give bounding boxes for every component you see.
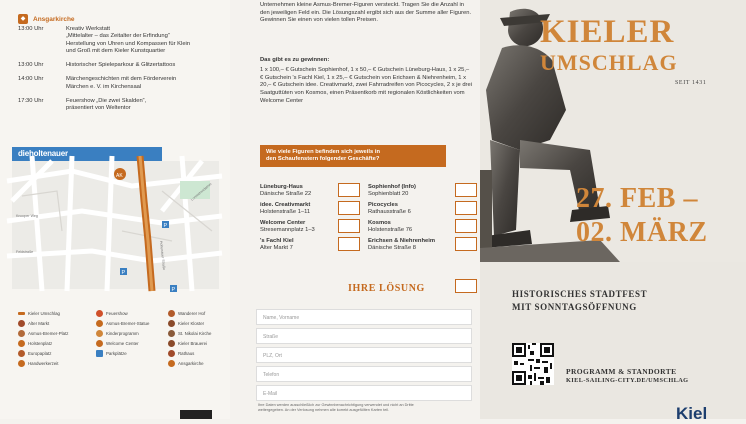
shop-entry: Lüneburg-Haus Dänische Straße 22 (260, 184, 312, 197)
count-input[interactable] (455, 237, 477, 251)
privacy-note: Ihre Daten werden ausschließlich zur Gewinnbenachrichtigung verwendet und nicht an Dritte weitergegeben. An der Verlosung nehmen alle korrekt ausgefüllten Karten teil. (258, 403, 414, 412)
prize-heading: Das gibt es zu gewinnen: (260, 57, 330, 63)
church-icon (168, 360, 175, 367)
legend-item: Alter Markt (18, 320, 96, 327)
shop-entry: Welcome Center Stresemannplatz 1–3 (260, 220, 315, 233)
phone-field[interactable]: Telefon (256, 366, 472, 382)
kids-icon (96, 330, 103, 337)
event-item (18, 98, 223, 113)
shop-entry: Erichsen & Niehrenheim Dänische Straße 8 (368, 238, 436, 251)
legend-item: Rathaus (168, 350, 230, 357)
cloister-icon (168, 320, 175, 327)
count-input[interactable] (455, 219, 477, 233)
venue-header (18, 14, 75, 24)
route-swatch-icon (18, 312, 25, 315)
square-icon (18, 330, 25, 337)
street-label: Feldstraße (16, 250, 34, 254)
event-item (18, 26, 223, 55)
square-icon (18, 340, 25, 347)
fire-icon (96, 310, 103, 317)
street-label: Lorentzendamm (190, 182, 213, 202)
legend-item-empty (96, 360, 168, 367)
event-list (18, 26, 223, 120)
info-icon (96, 340, 103, 347)
ak-marker-label: AK (116, 173, 123, 179)
legend-item: Handwerkerzeit (18, 360, 96, 367)
legend-item: Ansgarkirche (168, 360, 230, 367)
shop-entry: Picocycles Rathausstraße 6 (368, 202, 411, 215)
count-input[interactable] (455, 183, 477, 197)
venue-name: Ansgarkirche (33, 15, 75, 23)
city-map[interactable] (12, 161, 219, 293)
shop-entry: Kosmos Holstenstraße 76 (368, 220, 413, 233)
schedule-panel (0, 0, 230, 419)
event-time: 13:00 Uhr (18, 26, 44, 32)
parking-icon (96, 350, 103, 357)
title-line1: KIELER (540, 14, 675, 50)
event-time: 14:00 Uhr (18, 76, 44, 83)
legend-item: Wanderer Hof (168, 310, 230, 317)
street-label: Holtenauer Straße (159, 240, 167, 271)
count-input[interactable] (338, 201, 360, 215)
count-input[interactable] (338, 219, 360, 233)
event-time: 13:00 Uhr (18, 62, 44, 69)
shop-entry: 's Fachl Kiel Alter Markt 7 (260, 238, 294, 251)
event-text: Kreativ Werkstatt „Mittelalter – das Zeitalter der Erfindung“ Herstellung von Uhren und Kompassen für Klein und Groß mit dem Kieler Kunstquartier (66, 26, 191, 54)
legend-item: Kieler Brauerei (168, 340, 230, 347)
parking-marker-label: P (171, 287, 176, 293)
legend-item: Asmus-Bremer-Statue (96, 320, 168, 327)
event-text: Historischer Spieleparkour & Glitzertattoos (66, 62, 176, 69)
count-input[interactable] (338, 183, 360, 197)
parking-marker-label: P (163, 223, 168, 229)
qr-code-icon[interactable] (512, 343, 554, 385)
legend-item: Kieler Kloster (168, 320, 230, 327)
since-label: SEIT 1431 (675, 80, 707, 86)
venue-marker-icon: ◆ (18, 14, 28, 24)
date-line1: 27. FEB – (576, 183, 698, 214)
brewery-icon (168, 340, 175, 347)
cover-panel (480, 0, 746, 423)
event-text: Feuershow „Die zwei Skalden“, präsentiert von Weltentor (66, 98, 147, 112)
event-time: 17:30 Uhr (18, 98, 44, 105)
count-input[interactable] (338, 237, 360, 251)
parking-marker-label: P (121, 270, 126, 276)
map-logo: dieholtenauer (18, 149, 68, 158)
prize-list: 1 x 100,– € Gutschein Sophienhof, 1 x 50,– € Gutschein Lüneburg-Haus, 1 x 25,– € Gutschein 's Fachl Kiel, 1 x 25,– € Gutschein von Erichsen & Niehrenheim, 1 x 20,– € Gutschein idee. Creativmarkt, zwei Fahrradreifen von Picocycles, 2 x je drei Saatguttüten von Kosmos, einen Präsentkorb mit regionalen Köstlichkeiten vom Welcome Center (260, 67, 473, 104)
shop-entry: Sophienhof (Info) Sophienblatt 20 (368, 184, 416, 197)
square-icon (18, 350, 25, 357)
craft-icon (18, 360, 25, 367)
count-input[interactable] (455, 201, 477, 215)
street-label: Knooper Weg (16, 214, 38, 218)
legend-item: Kinderprogramm (96, 330, 168, 337)
market-icon (18, 320, 25, 327)
building-icon (168, 310, 175, 317)
legend-item: Welcome Center (96, 340, 168, 347)
street-field[interactable]: Straße (256, 328, 472, 344)
statue-image (480, 0, 746, 262)
legend-item: Parkplätze (96, 350, 168, 357)
statue-icon (96, 320, 103, 327)
map-graphic (12, 161, 219, 293)
email-field[interactable]: E-Mail (256, 385, 472, 401)
date-line2: 02. MÄRZ (576, 217, 708, 248)
name-field[interactable]: Name, Vorname (256, 309, 472, 325)
church-icon (168, 330, 175, 337)
legend-item: Feuershow (96, 310, 168, 317)
event-item (18, 76, 223, 91)
event-item (18, 62, 223, 69)
program-label: PROGRAMM & STANDORTE (566, 367, 677, 376)
legend-item: Asmus-Bremer-Platz (18, 330, 96, 337)
townhall-icon (168, 350, 175, 357)
solution-input[interactable] (455, 279, 477, 293)
barcode-strip (180, 410, 212, 419)
question-box: Wie viele Figuren befinden sich jeweils in den Schaufenstern folgender Geschäfte? (260, 145, 446, 167)
website-link[interactable]: KIEL-SAILING-CITY.DE/UMSCHLAG (566, 377, 689, 384)
contest-intro: Unternehmen kleine Asmus-Bremer-Figuren versteckt. Tragen Sie die Anzahl in den jeweiligen Feld ein. Die Lösungszahl ergibt sich aus der Summe aller Figuren. Gewinnen Sie einen von vielen tollen Preisen. (260, 2, 472, 24)
map-legend (18, 310, 223, 367)
event-text: Märchengeschichten mit dem Förderverein Märchen e. V. im Kirchensaal (66, 76, 177, 90)
solution-label: IHRE LÖSUNG (348, 283, 425, 294)
subtitle-line1: HISTORISCHES STADTFEST (512, 289, 648, 299)
legend-item: Europaplatz (18, 350, 96, 357)
kiel-logo: Kiel (676, 404, 708, 423)
zip-city-field[interactable]: PLZ, Ort (256, 347, 472, 363)
legend-item: Holstenplatz (18, 340, 96, 347)
legend-item: Kieler Umschlag (18, 310, 96, 317)
subtitle-line2: MIT SONNTAGSÖFFNUNG (512, 302, 637, 312)
legend-item: St. Nikolai Kirche (168, 330, 230, 337)
shop-entry: idee. Creativmarkt Holstenstraße 1–11 (260, 202, 311, 215)
title-line2: UMSCHLAG (540, 50, 678, 75)
